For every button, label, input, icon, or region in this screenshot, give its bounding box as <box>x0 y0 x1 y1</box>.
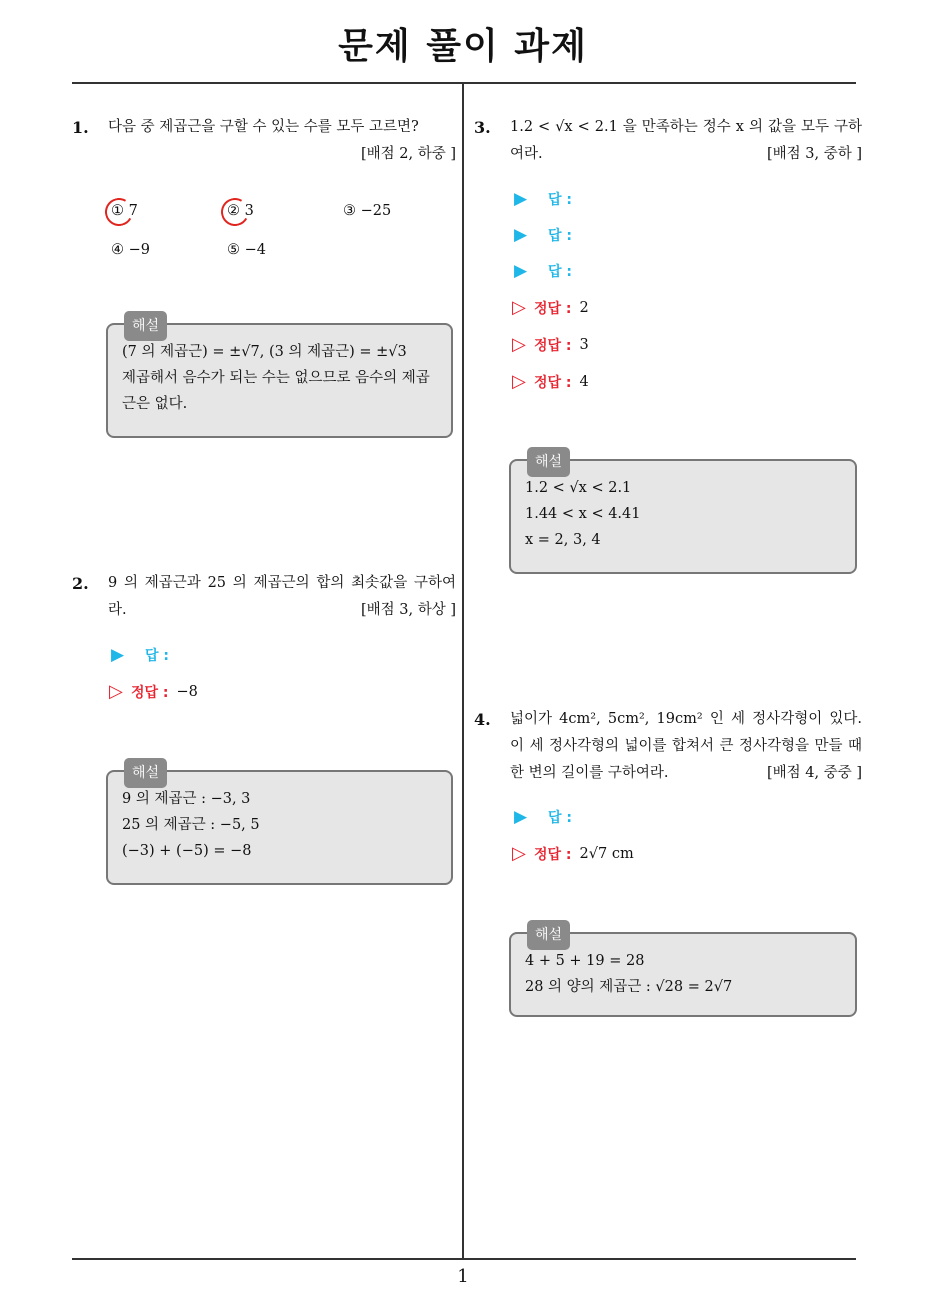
solution-value: 2 <box>579 299 589 316</box>
answer-label: 답 : <box>145 648 169 664</box>
explanation-tag: 해설 <box>527 447 570 477</box>
answer-field[interactable] <box>111 645 169 665</box>
problem-question: 다음 중 제곱근을 구할 수 있는 수를 모두 고르면? <box>108 119 419 135</box>
solution-label: 정답 : <box>534 300 572 317</box>
problem-question: 넓이가 4cm², 5cm², 19cm² 인 세 정사각형이 있다. 이 세 정사각형의 넓이를 합쳐서 큰 정사각형을 만들 때 한 변의 길이를 구하여라. <box>510 711 862 781</box>
explanation-box <box>509 927 857 1017</box>
choice-label: ② 3 <box>227 203 254 219</box>
explanation-line: 제곱해서 음수가 되는 수는 없으므로 음수의 제곱 <box>122 370 430 386</box>
open-triangle-icon: ▷ <box>109 681 123 702</box>
open-triangle-icon: ▷ <box>512 297 526 318</box>
problem-number: 2. <box>72 574 89 593</box>
answer-label: 답 : <box>548 228 572 244</box>
problem-number: 4. <box>474 710 491 729</box>
problem-text <box>108 114 456 168</box>
solution-value: −8 <box>176 683 198 700</box>
problem-question: 9 의 제곱근과 25 의 제곱근의 합의 최솟값을 구하여라. <box>108 575 456 618</box>
play-triangle-icon: ▶ <box>514 807 528 827</box>
explanation-line: 1.2 < √x < 2.1 <box>525 480 632 496</box>
problem-meta: [배점 3, 중하 ] <box>766 146 862 162</box>
explanation-box <box>106 318 453 438</box>
problem-text <box>510 114 862 168</box>
answer-field[interactable] <box>514 189 572 209</box>
explanation-line: 25 의 제곱근 : −5, 5 <box>122 817 260 833</box>
choice-label: ⑤ −4 <box>227 242 266 258</box>
solution-label: 정답 : <box>131 684 169 701</box>
choice-label: ① 7 <box>111 203 138 219</box>
problem-3 <box>474 114 862 174</box>
answer-field[interactable] <box>514 261 572 281</box>
open-triangle-icon: ▷ <box>512 334 526 355</box>
solution-value: 4 <box>579 373 589 390</box>
column-divider <box>462 84 464 1258</box>
problem-text <box>510 706 862 787</box>
explanation-line: 1.44 < x < 4.41 <box>525 506 641 522</box>
choice-3[interactable] <box>343 203 391 219</box>
choice-2[interactable] <box>227 203 254 219</box>
explanation-line: (7 의 제곱근) = ±√7, (3 의 제곱근) = ±√3 <box>122 344 407 360</box>
answer-field[interactable] <box>514 807 572 827</box>
problem-2 <box>72 570 456 630</box>
choice-label: ④ −9 <box>111 242 150 258</box>
problem-4 <box>474 706 862 792</box>
choice-5[interactable] <box>227 242 266 258</box>
open-triangle-icon: ▷ <box>512 843 526 864</box>
top-divider <box>72 82 856 84</box>
explanation-box <box>106 765 453 885</box>
bottom-divider <box>72 1258 856 1260</box>
solution-line <box>512 334 589 355</box>
solution-label: 정답 : <box>534 337 572 354</box>
problem-text <box>108 570 456 624</box>
play-triangle-icon: ▶ <box>111 645 125 665</box>
problem-number: 3. <box>474 118 491 137</box>
problem-number: 1. <box>72 118 89 137</box>
page-title: 문제 풀이 과제 <box>338 26 588 67</box>
solution-label: 정답 : <box>534 846 572 863</box>
selection-circle-icon <box>102 195 136 229</box>
problem-meta: [배점 2, 하중 ] <box>360 146 456 162</box>
answer-label: 답 : <box>548 264 572 280</box>
solution-value: 2√7 cm <box>579 845 634 862</box>
solution-line <box>512 297 589 318</box>
choice-label: ③ −25 <box>343 203 392 219</box>
solution-value: 3 <box>579 336 589 353</box>
explanation-tag: 해설 <box>124 758 167 788</box>
answer-field[interactable] <box>514 225 572 245</box>
open-triangle-icon: ▷ <box>512 371 526 392</box>
play-triangle-icon: ▶ <box>514 189 528 209</box>
explanation-box <box>509 454 857 574</box>
explanation-line: 28 의 양의 제곱근 : √28 = 2√7 <box>525 979 733 995</box>
answer-label: 답 : <box>548 810 572 826</box>
explanation-line: 4 + 5 + 19 = 28 <box>525 953 645 969</box>
solution-label: 정답 : <box>534 374 572 391</box>
problem-question: 1.2 < √x < 2.1 을 만족하는 정수 x 의 값을 모두 구하여라. <box>510 119 862 162</box>
solution-line <box>109 681 198 702</box>
play-triangle-icon: ▶ <box>514 225 528 245</box>
choice-4[interactable] <box>111 242 150 258</box>
problem-meta: [배점 3, 하상 ] <box>360 602 456 618</box>
problem-1 <box>72 114 456 174</box>
play-triangle-icon: ▶ <box>514 261 528 281</box>
selection-circle-icon <box>218 195 252 229</box>
solution-line <box>512 371 589 392</box>
explanation-tag: 해설 <box>124 311 167 341</box>
answer-label: 답 : <box>548 192 572 208</box>
page-number: 1 <box>457 1266 469 1287</box>
solution-line <box>512 843 634 864</box>
explanation-tag: 해설 <box>527 920 570 950</box>
explanation-line: 근은 없다. <box>122 396 188 412</box>
choice-1[interactable] <box>111 203 138 219</box>
explanation-line: 9 의 제곱근 : −3, 3 <box>122 791 251 807</box>
problem-meta: [배점 4, 중중 ] <box>766 765 862 781</box>
explanation-line: x = 2, 3, 4 <box>525 532 601 548</box>
explanation-line: (−3) + (−5) = −8 <box>122 843 252 859</box>
